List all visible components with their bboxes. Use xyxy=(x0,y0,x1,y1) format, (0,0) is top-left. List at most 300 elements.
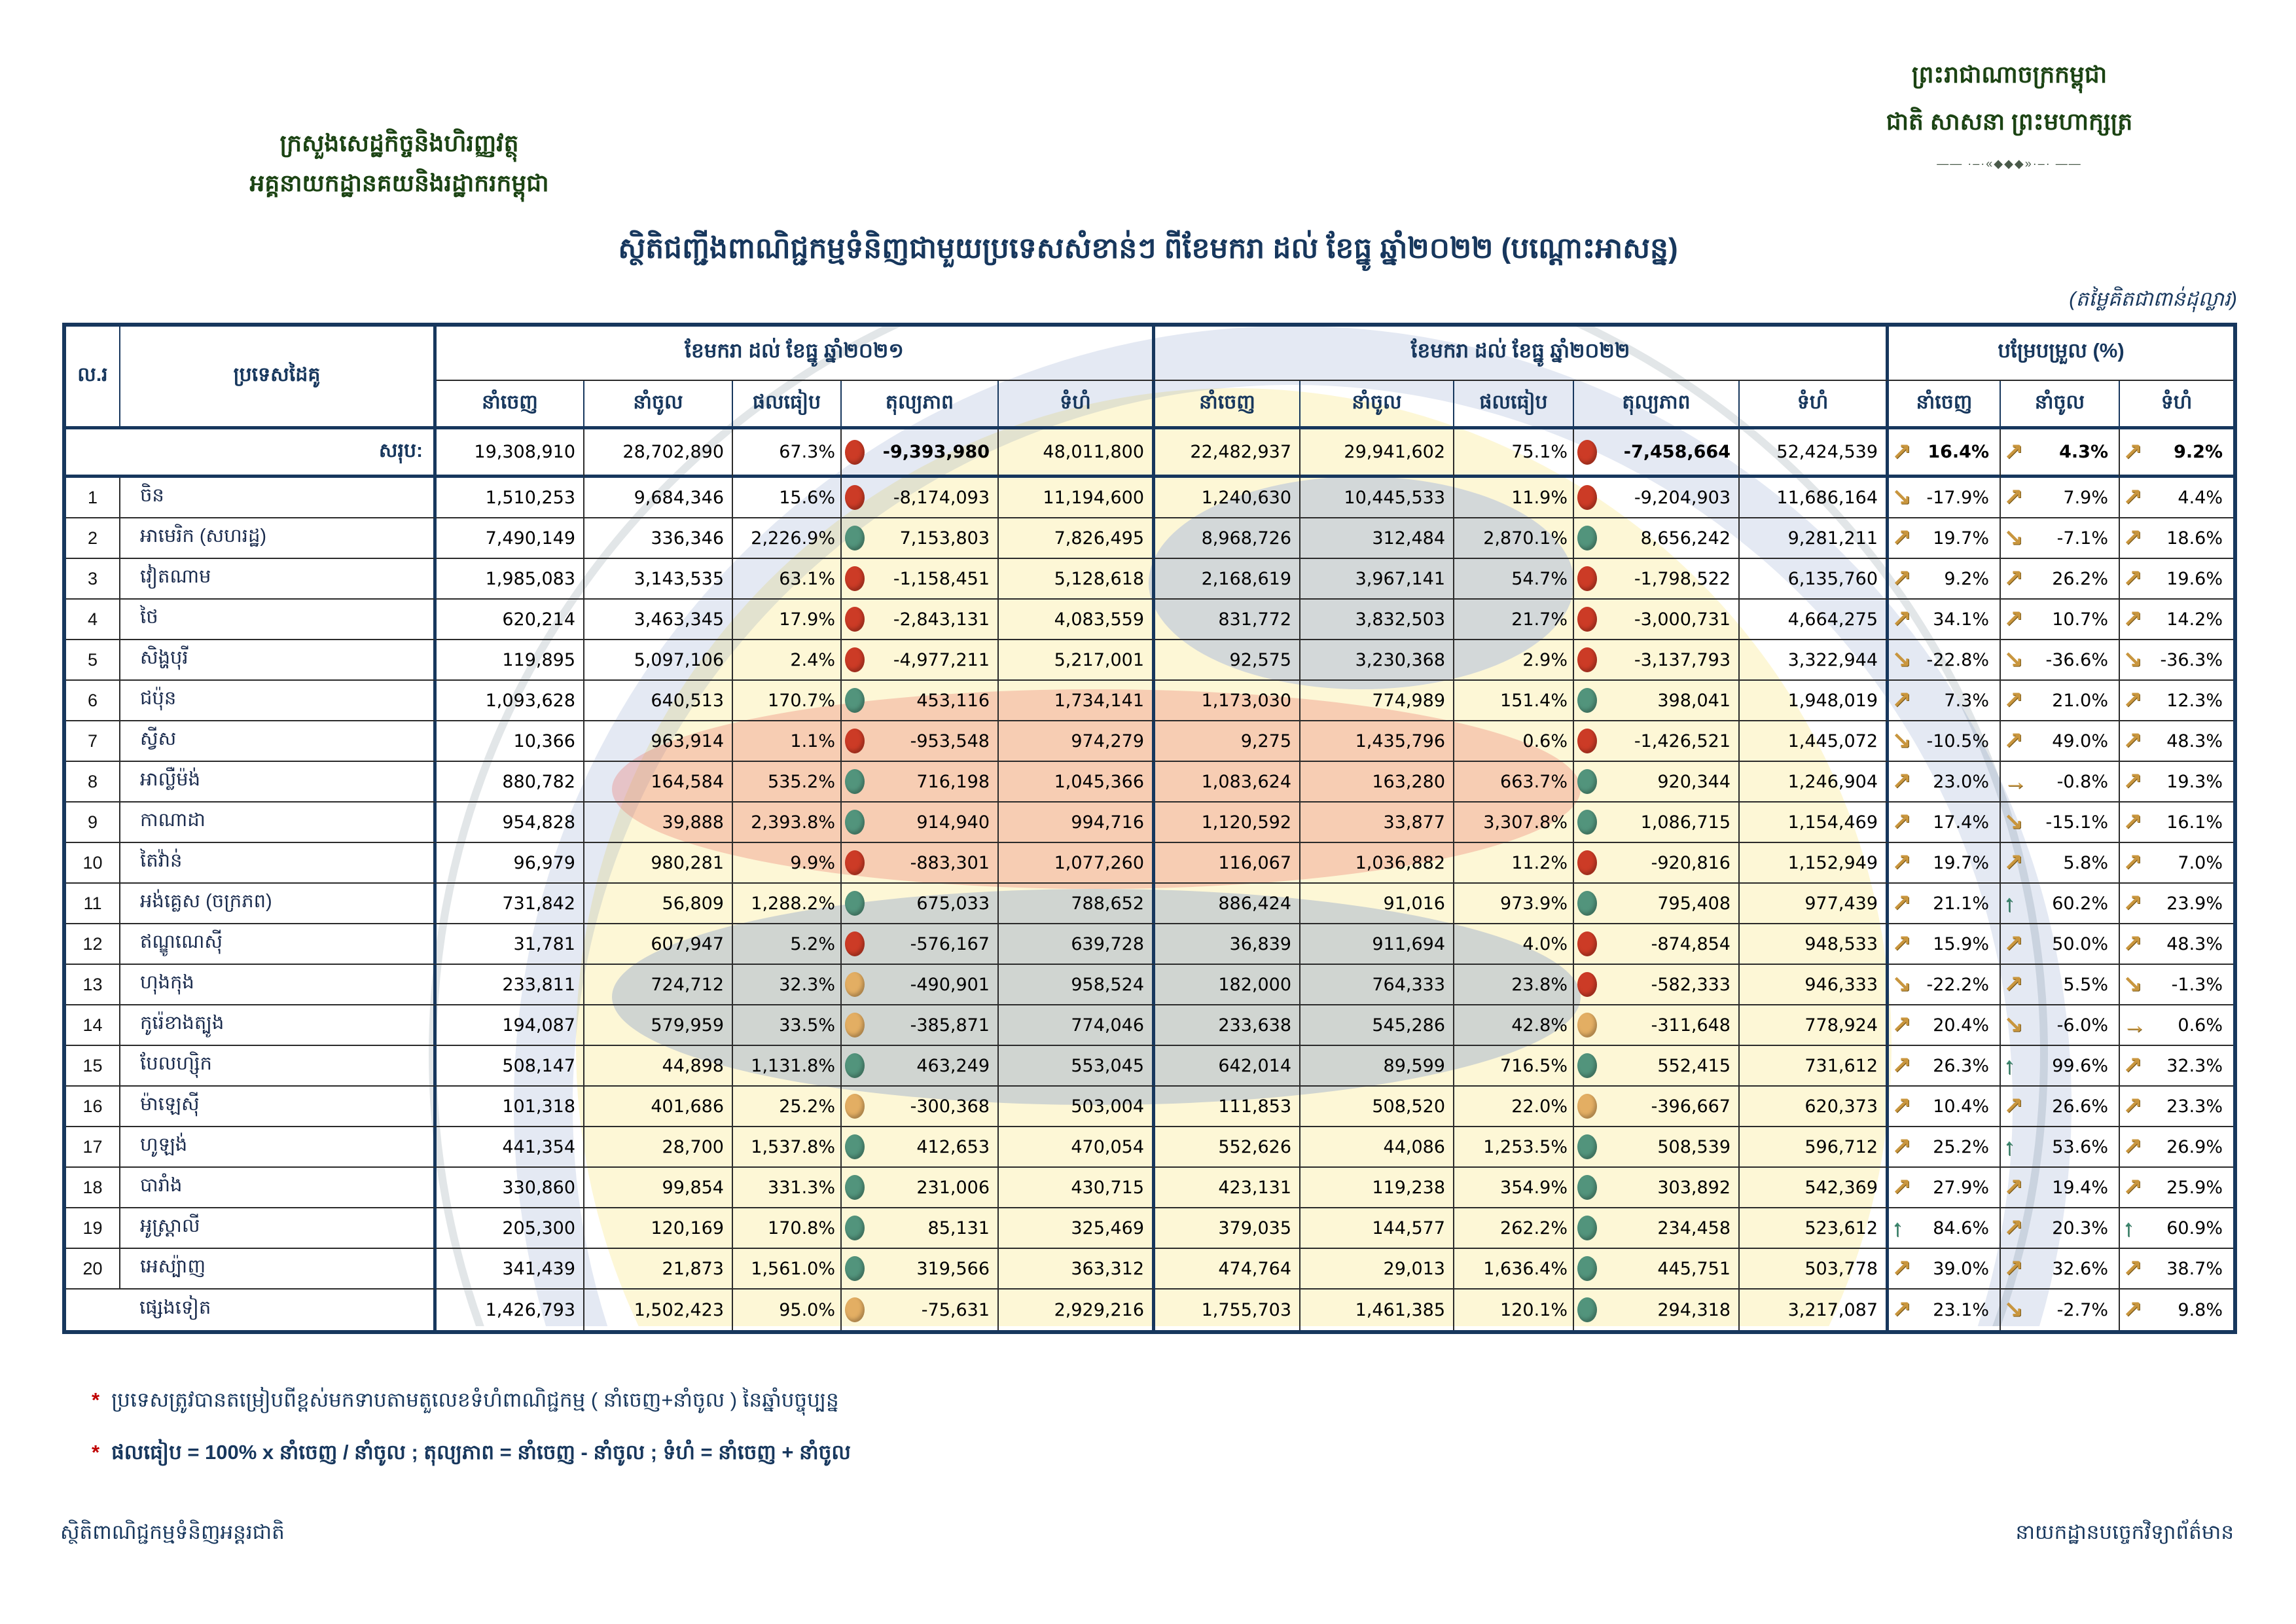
ratio-indicator-red-dot xyxy=(845,729,865,753)
cell-change-volume xyxy=(2120,721,2233,762)
cell-volume-2022: 1,948,019 xyxy=(1740,681,1889,721)
change-value: 23.3% xyxy=(2166,1096,2223,1117)
country-name: កាណាដា xyxy=(120,803,437,843)
cell-balance-2022 xyxy=(1574,1168,1740,1208)
trend-ur-arrow-icon: ↗ xyxy=(2003,1092,2024,1119)
change-value: 32.3% xyxy=(2166,1055,2223,1076)
cell-volume-2021: 503,004 xyxy=(999,1087,1155,1127)
cell-change-export xyxy=(1889,600,2001,640)
cell-change-import xyxy=(2001,681,2120,721)
cell-ratio-2021: 63.1% xyxy=(733,559,842,600)
balance-value: -1,798,522 xyxy=(1634,568,1731,589)
cell-ratio-2021: 2,393.8% xyxy=(733,803,842,843)
cell-export-2022: 8,968,726 xyxy=(1155,518,1300,559)
trend-ur-arrow-icon: ↗ xyxy=(2123,849,2143,876)
change-value: 26.2% xyxy=(2052,568,2108,589)
cell-change-import xyxy=(2001,1168,2120,1208)
cell-volume-2021: 7,826,495 xyxy=(999,518,1155,559)
row-number: 6 xyxy=(66,681,120,721)
cell-export-2022: 36,839 xyxy=(1155,924,1300,965)
cell-balance-2022 xyxy=(1574,559,1740,600)
ratio-indicator-green-dot xyxy=(1577,769,1597,794)
cell-export-2022: 233,638 xyxy=(1155,1005,1300,1046)
country-name: អូស្ត្រាលី xyxy=(120,1208,437,1249)
trend-ur-arrow-icon: ↗ xyxy=(2123,1052,2143,1079)
trend-dr-arrow-icon: ↘ xyxy=(1892,727,1912,754)
change-value: 23.1% xyxy=(1933,1299,1989,1320)
ratio-indicator-red-dot xyxy=(1577,931,1597,956)
ratio-indicator-red-dot xyxy=(845,485,865,510)
cell-ratio-2022: 11.2% xyxy=(1454,843,1574,884)
cell-export-2021: 330,860 xyxy=(437,1168,584,1208)
cell-volume-2022: 977,439 xyxy=(1740,884,1889,924)
cell-import-2022: 29,013 xyxy=(1300,1249,1454,1290)
cell-change-export xyxy=(1889,1046,2001,1087)
trend-ur-arrow-icon: ↗ xyxy=(1892,890,1912,916)
row-number: 14 xyxy=(66,1005,120,1046)
cell-change-export xyxy=(1889,884,2001,924)
ratio-indicator-green-dot xyxy=(1577,1134,1597,1159)
change-value: 9.2% xyxy=(2174,442,2223,462)
cell-import-2021: 980,281 xyxy=(584,843,733,884)
cell-export-2021: 1,985,083 xyxy=(437,559,584,600)
cell-import-2022: 545,286 xyxy=(1300,1005,1454,1046)
cell-balance-2021 xyxy=(842,965,999,1005)
cell-ratio-2022: 1,636.4% xyxy=(1454,1249,1574,1290)
cell-change-volume xyxy=(2120,1046,2233,1087)
trend-ur-arrow-icon: ↗ xyxy=(1892,1133,1912,1160)
cell-volume-2022: 731,612 xyxy=(1740,1046,1889,1087)
trade-table xyxy=(62,323,2237,1334)
cell-export-2022: 116,067 xyxy=(1155,843,1300,884)
change-value: 60.9% xyxy=(2166,1218,2223,1238)
cell-import-2021: 607,947 xyxy=(584,924,733,965)
country-name: តៃវ៉ាន់ xyxy=(120,843,437,884)
cell-change-import xyxy=(2001,429,2120,478)
cell-balance-2021 xyxy=(842,681,999,721)
country-name: ជប៉ុន xyxy=(120,681,437,721)
trend-up-arrow-icon: ↑ xyxy=(2003,890,2015,916)
balance-value: -396,667 xyxy=(1651,1096,1731,1117)
ratio-indicator-green-dot xyxy=(845,891,865,916)
cell-change-import xyxy=(2001,884,2120,924)
trend-ur-arrow-icon: ↗ xyxy=(1892,565,1912,592)
balance-value: -7,458,664 xyxy=(1623,442,1731,462)
cell-balance-2022 xyxy=(1574,1005,1740,1046)
trend-ur-arrow-icon: ↗ xyxy=(2123,565,2143,592)
change-value: 10.4% xyxy=(1933,1096,1989,1117)
cell-ratio-2021: 2.4% xyxy=(733,640,842,681)
cell-export-2021: 441,354 xyxy=(437,1127,584,1168)
cell-import-2021: 3,143,535 xyxy=(584,559,733,600)
cell-volume-2022: 620,373 xyxy=(1740,1087,1889,1127)
cell-volume-2021: 2,929,216 xyxy=(999,1290,1155,1330)
change-value: 25.9% xyxy=(2166,1177,2223,1198)
balance-value: -4,977,211 xyxy=(893,649,990,670)
subheader-ratio-2022: ផលធៀប xyxy=(1454,381,1574,429)
cell-ratio-2022: 2.9% xyxy=(1454,640,1574,681)
cell-volume-2021: 430,715 xyxy=(999,1168,1155,1208)
ratio-indicator-green-dot xyxy=(845,526,865,550)
cell-volume-2022: 946,333 xyxy=(1740,965,1889,1005)
trend-ur-arrow-icon: ↗ xyxy=(2003,605,2024,632)
subheader-balance-2021: តុល្យភាព xyxy=(842,381,999,429)
trend-ur-arrow-icon: ↗ xyxy=(1892,849,1912,876)
cell-change-import xyxy=(2001,1005,2120,1046)
cell-balance-2022 xyxy=(1574,924,1740,965)
row-number: 11 xyxy=(66,884,120,924)
change-value: 50.0% xyxy=(2052,933,2108,954)
balance-value: -1,426,521 xyxy=(1634,731,1731,751)
trend-dr-arrow-icon: ↘ xyxy=(2123,646,2143,673)
change-value: 25.2% xyxy=(1933,1136,1989,1157)
trend-ur-arrow-icon: ↗ xyxy=(1892,687,1912,713)
balance-value: 552,415 xyxy=(1657,1055,1731,1076)
cell-change-import xyxy=(2001,1087,2120,1127)
balance-value: 463,249 xyxy=(916,1055,990,1076)
change-value: 15.9% xyxy=(1933,933,1989,954)
cell-balance-2021 xyxy=(842,843,999,884)
cell-export-2021: 233,811 xyxy=(437,965,584,1005)
row-number: 17 xyxy=(66,1127,120,1168)
cell-balance-2021 xyxy=(842,884,999,924)
cell-change-import xyxy=(2001,803,2120,843)
cell-import-2022: 119,238 xyxy=(1300,1168,1454,1208)
cell-balance-2021 xyxy=(842,600,999,640)
cell-volume-2021: 48,011,800 xyxy=(999,429,1155,478)
trend-dr-arrow-icon: ↘ xyxy=(2003,646,2024,673)
trend-ur-arrow-icon: ↗ xyxy=(1892,438,1912,465)
cell-change-volume xyxy=(2120,600,2233,640)
ratio-indicator-orange-dot xyxy=(845,1297,865,1322)
trend-up-arrow-icon: ↑ xyxy=(2003,1052,2015,1079)
country-name: សិង្ហបុរី xyxy=(120,640,437,681)
change-value: 7.3% xyxy=(1944,690,1989,711)
ratio-indicator-green-dot xyxy=(1577,526,1597,550)
balance-value: 920,344 xyxy=(1657,771,1731,792)
cell-volume-2022: 4,664,275 xyxy=(1740,600,1889,640)
cell-change-volume xyxy=(2120,640,2233,681)
cell-balance-2021 xyxy=(842,1249,999,1290)
ratio-indicator-green-dot xyxy=(1577,1216,1597,1240)
group-header-2021: ខែមករា ដល់ ខែធ្នូ ឆ្នាំ២០២១ xyxy=(437,327,1155,381)
cell-ratio-2021: 535.2% xyxy=(733,762,842,803)
cell-volume-2021: 774,046 xyxy=(999,1005,1155,1046)
unit-note: (តម្លៃគិតជាពាន់ដុល្លារ) xyxy=(2069,287,2237,310)
ratio-indicator-green-dot xyxy=(1577,810,1597,835)
cell-volume-2021: 1,734,141 xyxy=(999,681,1155,721)
cell-ratio-2021: 170.8% xyxy=(733,1208,842,1249)
cell-export-2021: 10,366 xyxy=(437,721,584,762)
row-number: 16 xyxy=(66,1087,120,1127)
cell-import-2021: 724,712 xyxy=(584,965,733,1005)
ratio-indicator-red-dot xyxy=(845,607,865,632)
balance-value: 412,653 xyxy=(916,1136,990,1157)
cell-volume-2021: 994,716 xyxy=(999,803,1155,843)
balance-value: 508,539 xyxy=(1657,1136,1731,1157)
cell-ratio-2021: 170.7% xyxy=(733,681,842,721)
cell-import-2021: 39,888 xyxy=(584,803,733,843)
cell-change-volume xyxy=(2120,843,2233,884)
trend-ur-arrow-icon: ↗ xyxy=(2123,808,2143,835)
balance-value: -490,901 xyxy=(910,974,990,995)
cell-ratio-2022: 21.7% xyxy=(1454,600,1574,640)
kingdom-line1: ព្រះរាជាណាចក្រកម្ពុជា xyxy=(1911,61,2108,88)
balance-value: 1,086,715 xyxy=(1640,812,1731,833)
cell-export-2021: 1,426,793 xyxy=(437,1290,584,1330)
cell-export-2022: 92,575 xyxy=(1155,640,1300,681)
trend-dr-arrow-icon: ↘ xyxy=(2003,1296,2024,1323)
trend-ur-arrow-icon: ↗ xyxy=(2003,930,2024,957)
cell-import-2021: 56,809 xyxy=(584,884,733,924)
balance-value: -953,548 xyxy=(910,731,990,751)
ratio-indicator-green-dot xyxy=(1577,891,1597,916)
ratio-indicator-red-dot xyxy=(845,566,865,591)
change-value: 4.4% xyxy=(2178,487,2223,508)
balance-value: 234,458 xyxy=(1657,1218,1731,1238)
change-value: 26.3% xyxy=(1933,1055,1989,1076)
cell-export-2022: 379,035 xyxy=(1155,1208,1300,1249)
cell-balance-2022 xyxy=(1574,1087,1740,1127)
trend-ur-arrow-icon: ↗ xyxy=(2003,727,2024,754)
change-value: 4.3% xyxy=(2059,442,2108,462)
trend-ur-arrow-icon: ↗ xyxy=(2123,1133,2143,1160)
cell-import-2022: 10,445,533 xyxy=(1300,478,1454,518)
change-value: 7.0% xyxy=(2178,852,2223,873)
cell-change-import xyxy=(2001,843,2120,884)
change-value: 34.1% xyxy=(1933,609,1989,630)
change-value: -22.8% xyxy=(1926,649,1989,670)
balance-value: -2,843,131 xyxy=(893,609,990,630)
cell-change-export xyxy=(1889,640,2001,681)
cell-volume-2021: 788,652 xyxy=(999,884,1155,924)
cell-import-2022: 1,461,385 xyxy=(1300,1290,1454,1330)
cell-volume-2022: 1,152,949 xyxy=(1740,843,1889,884)
cell-balance-2022 xyxy=(1574,803,1740,843)
change-value: 19.4% xyxy=(2052,1177,2108,1198)
change-value: 26.6% xyxy=(2052,1096,2108,1117)
change-value: 60.2% xyxy=(2052,893,2108,914)
row-number: 2 xyxy=(66,518,120,559)
cell-change-import xyxy=(2001,1046,2120,1087)
cell-import-2022: 508,520 xyxy=(1300,1087,1454,1127)
cell-balance-2021 xyxy=(842,1005,999,1046)
footnote-sorting xyxy=(92,1388,1793,1417)
country-name: កូរ៉េខាងត្បូង xyxy=(120,1005,437,1046)
cell-change-import xyxy=(2001,600,2120,640)
cell-ratio-2022: 75.1% xyxy=(1454,429,1574,478)
row-number: 20 xyxy=(66,1249,120,1290)
cell-ratio-2021: 67.3% xyxy=(733,429,842,478)
cell-volume-2021: 4,083,559 xyxy=(999,600,1155,640)
trend-ur-arrow-icon: ↗ xyxy=(2123,1296,2143,1323)
footnote-asterisk: * xyxy=(92,1441,100,1464)
cell-export-2022: 111,853 xyxy=(1155,1087,1300,1127)
subheader-ratio-2021: ផលធៀប xyxy=(733,381,842,429)
ratio-indicator-red-dot xyxy=(845,931,865,956)
cell-change-import xyxy=(2001,924,2120,965)
cell-export-2022: 831,772 xyxy=(1155,600,1300,640)
page-title: ស្ថិតិជញ្ជីងពាណិជ្ជកម្មទំនិញជាមួយប្រទេសសំខាន់ៗ ពីខែមករា ដល់ ខែធ្នូ ឆ្នាំ២០២២ (បណ្តោះអាសន្ន) xyxy=(618,232,1678,264)
trend-dr-arrow-icon: ↘ xyxy=(2003,808,2024,835)
change-value: 19.7% xyxy=(1933,528,1989,549)
cell-volume-2022: 948,533 xyxy=(1740,924,1889,965)
cell-change-export xyxy=(1889,518,2001,559)
cell-change-volume xyxy=(2120,518,2233,559)
trend-ur-arrow-icon: ↗ xyxy=(1892,1174,1912,1200)
balance-value: 7,153,803 xyxy=(899,528,990,549)
cell-volume-2022: 1,445,072 xyxy=(1740,721,1889,762)
change-value: -6.0% xyxy=(2056,1015,2108,1036)
balance-value: -385,871 xyxy=(910,1015,990,1036)
cell-import-2022: 163,280 xyxy=(1300,762,1454,803)
cell-change-import xyxy=(2001,640,2120,681)
change-value: 53.6% xyxy=(2052,1136,2108,1157)
row-number: 10 xyxy=(66,843,120,884)
cell-change-volume xyxy=(2120,1168,2233,1208)
ratio-indicator-orange-dot xyxy=(1577,1094,1597,1119)
ratio-indicator-red-dot xyxy=(1577,440,1597,465)
change-value: -0.8% xyxy=(2056,771,2108,792)
row-number: 18 xyxy=(66,1168,120,1208)
subheader-balance-2022: តុល្យភាព xyxy=(1574,381,1740,429)
cell-ratio-2022: 0.6% xyxy=(1454,721,1574,762)
cell-export-2021: 31,781 xyxy=(437,924,584,965)
cell-import-2021: 9,684,346 xyxy=(584,478,733,518)
cell-change-export xyxy=(1889,429,2001,478)
cell-change-export xyxy=(1889,1249,2001,1290)
cell-import-2021: 28,700 xyxy=(584,1127,733,1168)
cell-change-volume xyxy=(2120,803,2233,843)
cell-import-2021: 401,686 xyxy=(584,1087,733,1127)
balance-value: 303,892 xyxy=(1657,1177,1731,1198)
cell-balance-2022 xyxy=(1574,640,1740,681)
trend-ur-arrow-icon: ↗ xyxy=(2123,1174,2143,1200)
cell-balance-2021 xyxy=(842,1208,999,1249)
balance-value: -300,368 xyxy=(910,1096,990,1117)
subheader-import-2021: នាំចូល xyxy=(584,381,733,429)
cell-import-2021: 28,702,890 xyxy=(584,429,733,478)
trend-ur-arrow-icon: ↗ xyxy=(2003,565,2024,592)
ratio-indicator-orange-dot xyxy=(845,1013,865,1038)
cell-volume-2021: 5,128,618 xyxy=(999,559,1155,600)
row-number: 3 xyxy=(66,559,120,600)
cell-ratio-2021: 5.2% xyxy=(733,924,842,965)
cell-volume-2021: 553,045 xyxy=(999,1046,1155,1087)
cell-balance-2021 xyxy=(842,1046,999,1087)
trend-ur-arrow-icon: ↗ xyxy=(2003,1214,2024,1241)
change-value: 32.6% xyxy=(2052,1258,2108,1279)
cell-export-2021: 96,979 xyxy=(437,843,584,884)
col-header-no: ល.រ xyxy=(66,327,120,429)
cell-change-volume xyxy=(2120,924,2233,965)
cell-export-2022: 9,275 xyxy=(1155,721,1300,762)
change-value: 7.9% xyxy=(2063,487,2108,508)
balance-value: -311,648 xyxy=(1651,1015,1731,1036)
cell-ratio-2022: 3,307.8% xyxy=(1454,803,1574,843)
cell-volume-2021: 639,728 xyxy=(999,924,1155,965)
trend-ur-arrow-icon: ↗ xyxy=(1892,524,1912,551)
subheader-export-2022: នាំចេញ xyxy=(1155,381,1300,429)
trend-up-arrow-icon: ↑ xyxy=(2123,1214,2134,1241)
trend-up-arrow-icon: ↑ xyxy=(2003,1133,2015,1160)
change-value: 5.8% xyxy=(2063,852,2108,873)
trend-r-arrow-icon: → xyxy=(2123,1011,2146,1038)
trend-ur-arrow-icon: ↗ xyxy=(1892,1092,1912,1119)
cell-volume-2022: 11,686,164 xyxy=(1740,478,1889,518)
cell-ratio-2021: 32.3% xyxy=(733,965,842,1005)
change-value: 26.9% xyxy=(2166,1136,2223,1157)
cell-import-2021: 963,914 xyxy=(584,721,733,762)
change-value: 14.2% xyxy=(2166,609,2223,630)
cell-export-2021: 194,087 xyxy=(437,1005,584,1046)
cell-import-2021: 1,502,423 xyxy=(584,1290,733,1330)
trend-ur-arrow-icon: ↗ xyxy=(1892,1296,1912,1323)
cell-balance-2022 xyxy=(1574,429,1740,478)
cell-export-2022: 642,014 xyxy=(1155,1046,1300,1087)
trend-ur-arrow-icon: ↗ xyxy=(1892,808,1912,835)
cell-volume-2022: 1,246,904 xyxy=(1740,762,1889,803)
change-value: 38.7% xyxy=(2166,1258,2223,1279)
divider-ornament: —— ·–·«◆◆◆»·–· —— xyxy=(1937,157,2082,170)
ratio-indicator-green-dot xyxy=(1577,1053,1597,1078)
cell-balance-2022 xyxy=(1574,965,1740,1005)
ratio-indicator-red-dot xyxy=(845,440,865,465)
cell-export-2022: 1,173,030 xyxy=(1155,681,1300,721)
cell-volume-2021: 958,524 xyxy=(999,965,1155,1005)
change-value: 99.6% xyxy=(2052,1055,2108,1076)
cell-ratio-2021: 1,561.0% xyxy=(733,1249,842,1290)
cell-change-volume xyxy=(2120,429,2233,478)
trend-r-arrow-icon: → xyxy=(2003,768,2027,795)
cell-export-2022: 1,120,592 xyxy=(1155,803,1300,843)
ratio-indicator-red-dot xyxy=(1577,729,1597,753)
cell-ratio-2022: 151.4% xyxy=(1454,681,1574,721)
cell-change-import xyxy=(2001,721,2120,762)
ratio-indicator-red-dot xyxy=(845,647,865,672)
ratio-indicator-red-dot xyxy=(1577,566,1597,591)
cell-import-2022: 1,036,882 xyxy=(1300,843,1454,884)
change-value: -7.1% xyxy=(2056,528,2108,549)
cell-import-2021: 336,346 xyxy=(584,518,733,559)
ministry-line1: ក្រសួងសេដ្ឋកិច្ចនិងហិរញ្ញវត្ថុ xyxy=(279,130,519,156)
change-value: 27.9% xyxy=(1933,1177,1989,1198)
ratio-indicator-green-dot xyxy=(845,769,865,794)
cell-ratio-2022: 23.8% xyxy=(1454,965,1574,1005)
footnote-formula-text: ផលធៀប = 100% x នាំចេញ / នាំចូល ; តុល្យភាព = នាំចេញ - នាំចូល ; ទំហំ = នាំចេញ + នាំចូល xyxy=(111,1441,851,1464)
cell-volume-2022: 9,281,211 xyxy=(1740,518,1889,559)
row-number: 7 xyxy=(66,721,120,762)
ratio-indicator-green-dot xyxy=(1577,1297,1597,1322)
row-number: 12 xyxy=(66,924,120,965)
cell-import-2022: 1,435,796 xyxy=(1300,721,1454,762)
cell-change-export xyxy=(1889,1208,2001,1249)
footer-right: នាយកដ្ឋានបច្ចេកវិទ្យាព័ត៌មាន xyxy=(2015,1521,2234,1543)
change-value: 20.3% xyxy=(2052,1218,2108,1238)
ratio-indicator-green-dot xyxy=(845,1053,865,1078)
balance-value: -9,393,980 xyxy=(882,442,990,462)
change-value: -36.6% xyxy=(2045,649,2108,670)
cell-change-export xyxy=(1889,1087,2001,1127)
ratio-indicator-green-dot xyxy=(845,1175,865,1200)
cell-balance-2021 xyxy=(842,559,999,600)
cell-volume-2022: 778,924 xyxy=(1740,1005,1889,1046)
cell-volume-2021: 470,054 xyxy=(999,1127,1155,1168)
cell-ratio-2021: 1.1% xyxy=(733,721,842,762)
cell-volume-2022: 542,369 xyxy=(1740,1168,1889,1208)
cell-ratio-2022: 42.8% xyxy=(1454,1005,1574,1046)
cell-ratio-2022: 54.7% xyxy=(1454,559,1574,600)
